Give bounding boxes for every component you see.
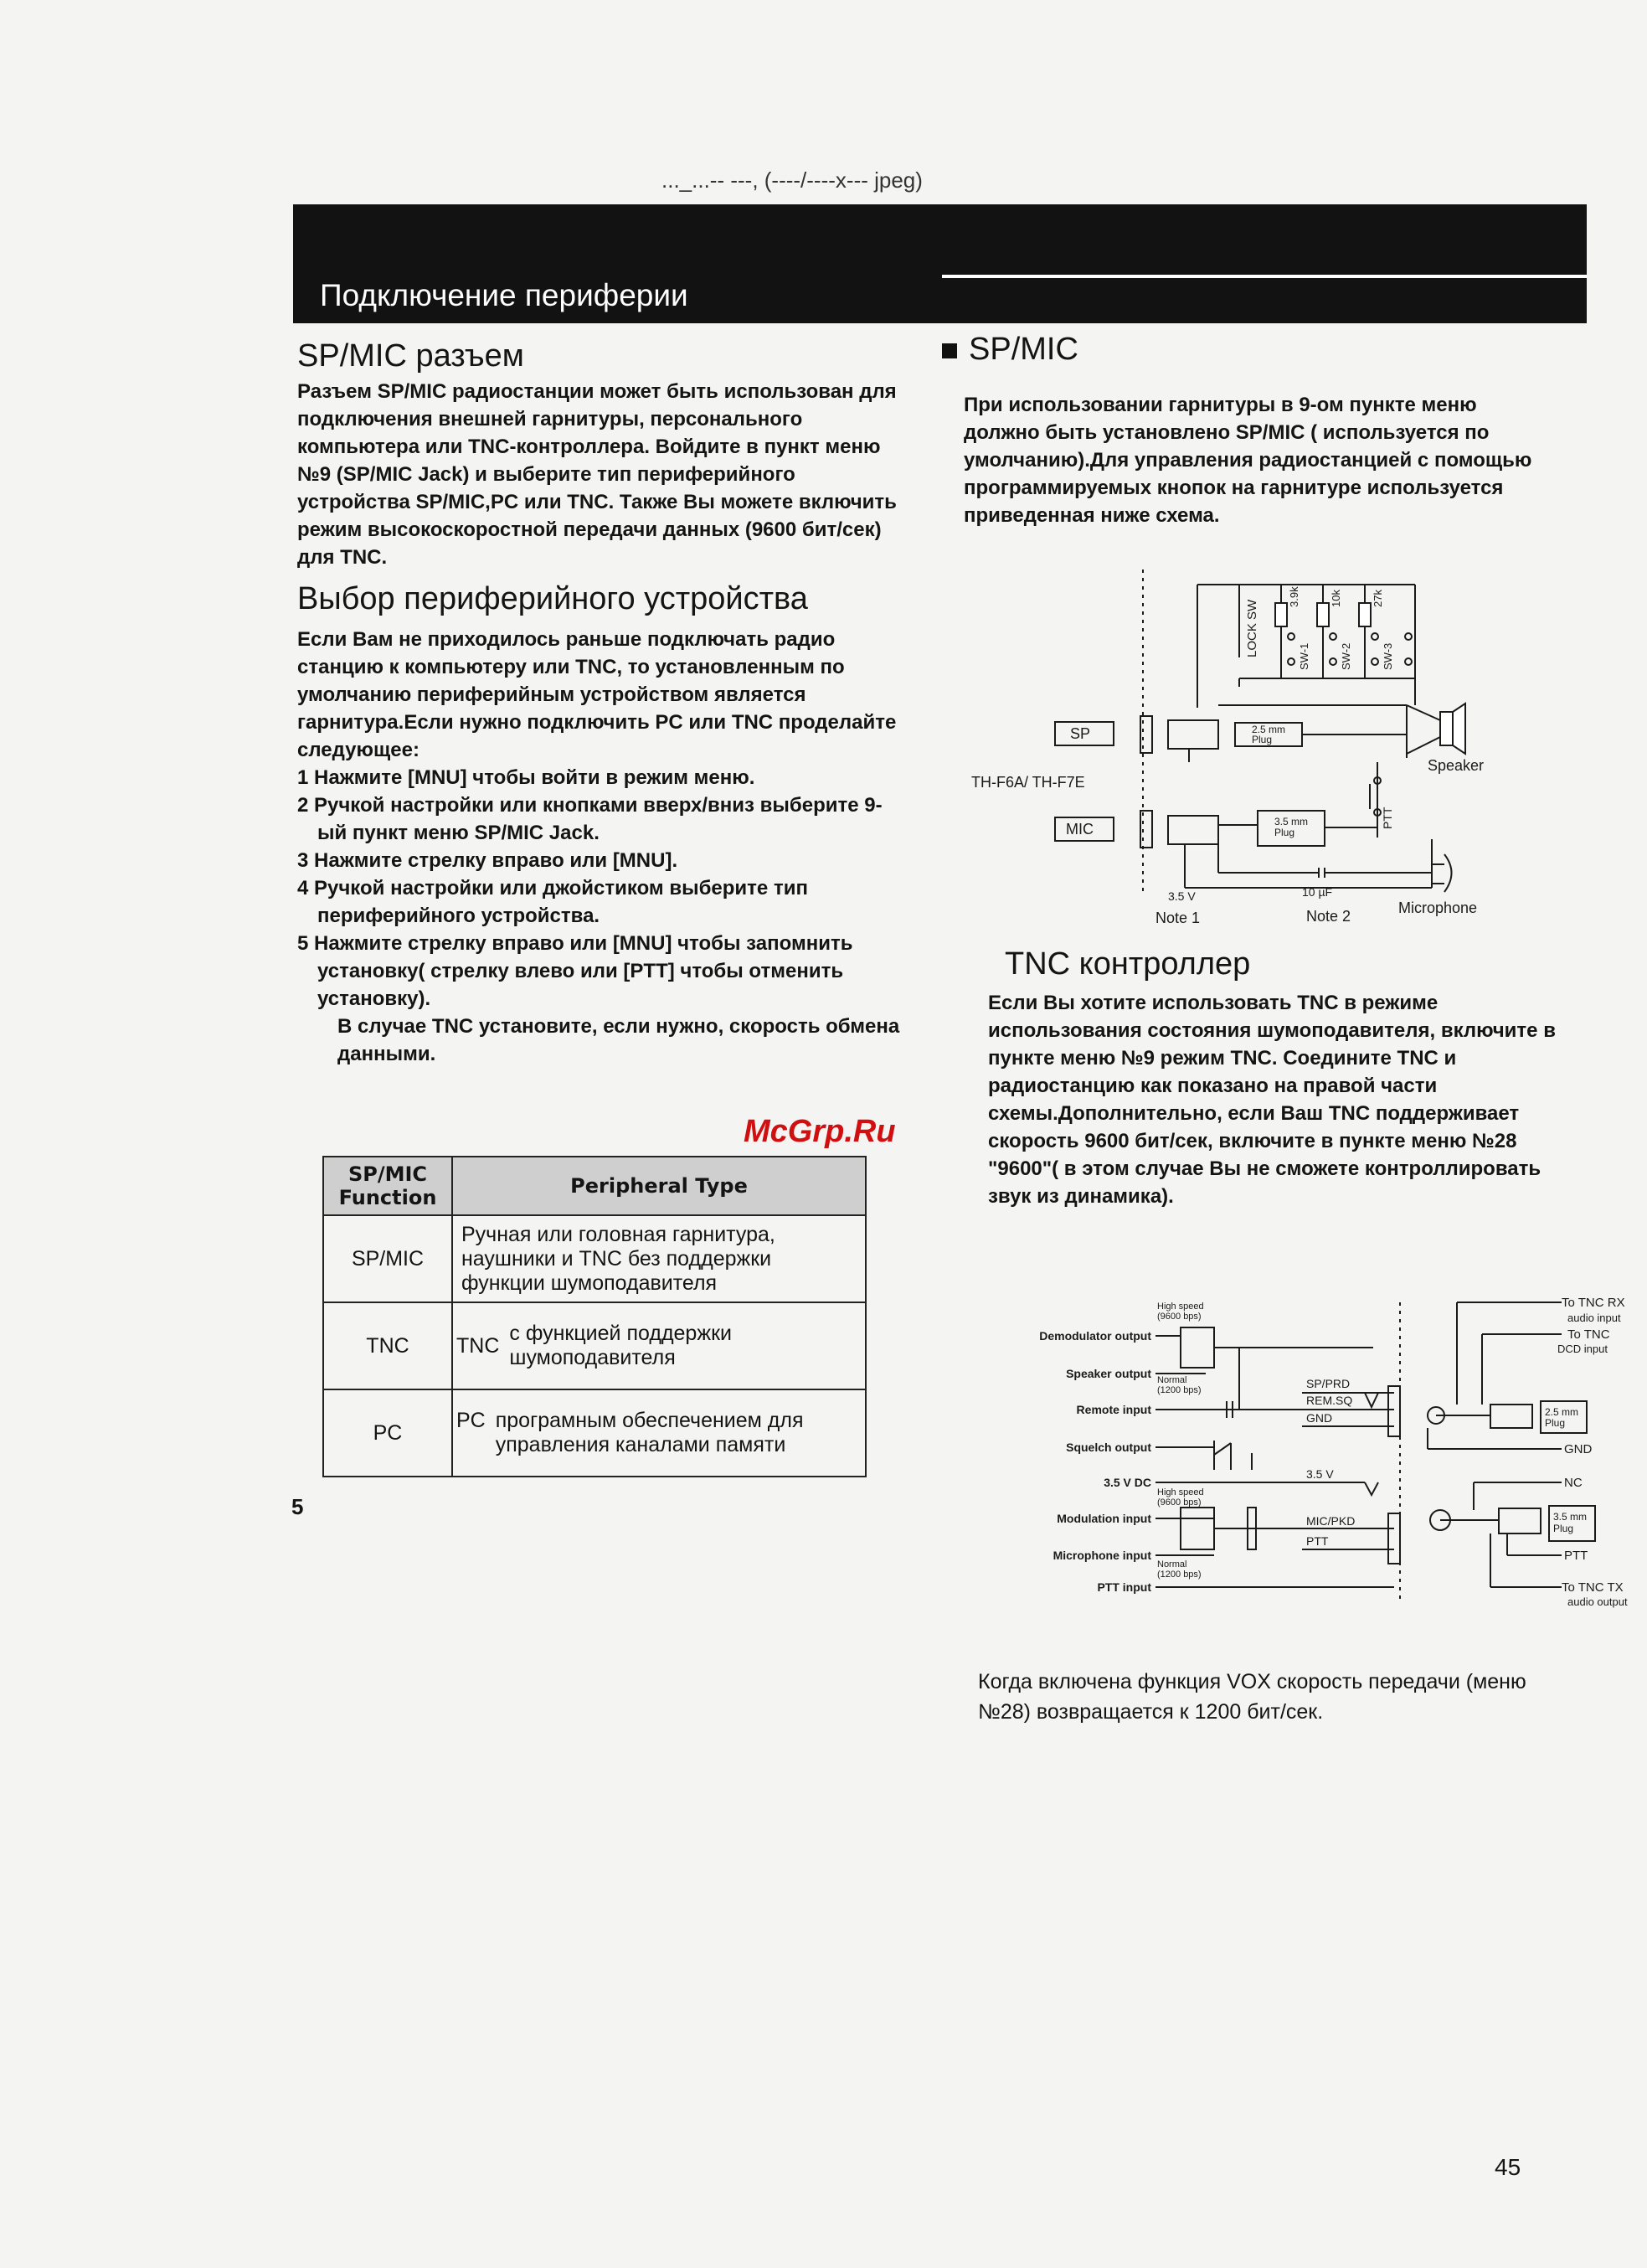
nm1-line2: (1200 bps) (1157, 1385, 1202, 1395)
page-title: Подключение периферии (320, 278, 688, 312)
vox-note-text: Когда включена функция VOX скорость передачи (меню №28) возвращается к 1200 бит/сек. (978, 1670, 1526, 1724)
cell-type-desc: програмным обеспечением для управления каналами памяти (495, 1409, 804, 1456)
label-sp-prd: SP/PRD (1306, 1377, 1351, 1390)
out-tnc-rx-2: audio input (1567, 1312, 1621, 1324)
in-label-remote: Remote input (1076, 1403, 1151, 1416)
label-lock-sw: LOCK SW (1245, 599, 1259, 657)
hs2-line2: (9600 bps) (1157, 1497, 1202, 1508)
peripheral-select-heading: Выбор периферийного устройства (297, 581, 808, 616)
out-tnc-dcd-2: DCD input (1557, 1343, 1608, 1355)
cell-type-desc: с функцией поддержки шумоподавителя (509, 1322, 732, 1369)
out-ptt: PTT (1564, 1549, 1588, 1563)
plug35-line2: Plug (1274, 827, 1295, 838)
label-r1: 3.9k (1288, 586, 1300, 607)
cell-type-prefix: TNC (456, 1333, 500, 1358)
table-row (323, 1302, 866, 1389)
right-spmic-heading-text: SP/MIC (969, 332, 1078, 367)
plug35-line1: 3.5 mm (1274, 816, 1309, 827)
table-header-row (323, 1157, 866, 1215)
header-peripheral-type: Peripheral Type (452, 1157, 866, 1215)
page-number-left: 5 (291, 1494, 304, 1519)
nm2-line1: Normal (1157, 1559, 1187, 1570)
list-item: 1 Нажмите [MNU] чтобы войти в режим меню. (297, 766, 755, 789)
label-3v5: 3.5 V (1306, 1467, 1334, 1481)
hs2-line1: High speed (1157, 1487, 1204, 1497)
watermark: McGrp.Ru (744, 1114, 896, 1149)
spmic-connector-heading: SP/MIC разъем (297, 338, 524, 374)
label-sw3: SW-3 (1382, 642, 1394, 670)
left-column (297, 338, 900, 1068)
plug35-line2: Plug (1553, 1523, 1574, 1534)
plug25-line1: 2.5 mm (1545, 1406, 1579, 1418)
spmic-connector-text: Разъем SP/MIC радиостанции может быть использован для подключения внешней гарнитуры, персонального компьютера или TNC-контроллера. Войдите в пункт меню №9 (SP/MIC Jack) и выберите тип периферийного устройства SP/MIC,PC или TNC. Также Вы можете включить режим высокоскоростной передачи данных (9600 бит/сек) для TNC. (297, 380, 897, 569)
list-item: 3 Нажмите стрелку вправо или [MNU]. (297, 849, 678, 872)
out-nc: NC (1564, 1476, 1583, 1490)
cell-function: PC (323, 1389, 452, 1477)
right-spmic-heading (942, 332, 1545, 368)
label-gnd: GND (1306, 1411, 1333, 1425)
cell-type (452, 1215, 866, 1302)
plug35-line1: 3.5 mm (1553, 1511, 1588, 1523)
peripheral-table (322, 1156, 867, 1477)
tnc-text: Если Вы хотите использовать TNC в режиме использования состояния шумоподавителя, включите в пункте меню №9 режим TNC. Соедините TNC и радиостанцию как показано на правой части схемы.Дополнительно, если Ваш TNC поддерживает скорость 9600 бит/сек, включите в пункте меню №28 "9600"( в этом случае Вы не сможете контроллировать звук из динамика). (988, 992, 1556, 1208)
vox-note (978, 1667, 1547, 1727)
table-row (323, 1215, 866, 1302)
header-function: SP/MIC Function (323, 1157, 452, 1215)
hs1-line1: High speed (1157, 1302, 1204, 1312)
list-item: 2 Ручкой настройки или кнопками вверх/вниз выберите 9-ый пункт меню SP/MIC Jack. (297, 794, 883, 844)
cap-label: 10 µF (1302, 885, 1333, 899)
tnc-block (988, 946, 1566, 1210)
out-tnc-dcd-1: To TNC (1567, 1327, 1610, 1342)
cell-function: SP/MIC (323, 1215, 452, 1302)
out-tnc-rx-1: To TNC RX (1562, 1296, 1625, 1310)
cell-type (452, 1302, 866, 1389)
hs1-line2: (9600 bps) (1157, 1312, 1202, 1322)
cell-type-desc: Ручная или головная гарнитура, наушники и TNC без поддержки функции шумоподавителя (461, 1222, 775, 1295)
plug25-line2: Plug (1252, 734, 1273, 745)
label-rem-sq: REM.SQ (1306, 1394, 1353, 1407)
in-label-microphone: Microphone input (1053, 1549, 1151, 1562)
square-bullet-icon (942, 343, 957, 358)
label-r3: 27k (1372, 590, 1384, 607)
microphone-label: Microphone (1398, 899, 1478, 916)
label-r2: 10k (1330, 590, 1342, 607)
cell-function: TNC (323, 1302, 452, 1389)
nm2-line2: (1200 bps) (1157, 1570, 1202, 1580)
v35-label: 3.5 V (1168, 889, 1196, 903)
cell-type-prefix: PC (456, 1409, 486, 1432)
in-label-modulation: Modulation input (1057, 1512, 1151, 1525)
spmic-wiring-diagram (963, 561, 1583, 946)
out-gnd: GND (1564, 1442, 1593, 1456)
radio-model-label: TH-F6A/ TH-F7E (971, 774, 1085, 791)
table-row (323, 1389, 866, 1477)
nm1-line1: Normal (1157, 1375, 1187, 1385)
list-item: 4 Ручкой настройки или джойстиком выберите тип периферийного устройства. (297, 877, 808, 927)
label-sw2: SW-2 (1340, 642, 1352, 670)
in-label-speaker: Speaker output (1066, 1367, 1151, 1380)
cell-type (452, 1389, 866, 1477)
ptt-label: PTT (1381, 807, 1394, 829)
step-note: В случае TNC установите, если нужно, скорость обмена данными. (337, 1015, 900, 1065)
mic-label: MIC (1066, 821, 1094, 838)
in-label-3v5dc: 3.5 V DC (1104, 1476, 1151, 1489)
header-rule (942, 275, 1587, 278)
note1-label: Note 1 (1155, 910, 1201, 926)
in-label-squelch: Squelch output (1066, 1441, 1151, 1454)
tnc-heading: TNC контроллер (1005, 946, 1251, 982)
list-item: 5 Нажмите стрелку вправо или [MNU] чтобы запомнить установку( стрелку влево или [PTT] чтобы отменить установку). (297, 932, 853, 1010)
out-tnc-tx-2: audio output (1567, 1595, 1628, 1608)
right-spmic-text: При использовании гарнитуры в 9-ом пункте меню должно быть установлено SP/MIC ( используется по умолчанию).Для управления радиостанцией с помощью программируемых кнопок на гарнитуре используется приведенная ниже схема. (964, 394, 1532, 527)
peripheral-select-intro: Если Вам не приходилось раньше подключать радио станцию к компьютеру или TNC, то установленным по умолчанию периферийным устройством является гарнитура.Если нужно подключить PC или TNC проделайте следующее: (297, 628, 897, 761)
speaker-label: Speaker (1428, 757, 1485, 774)
out-tnc-tx-1: To TNC TX (1562, 1580, 1624, 1595)
steps-list (297, 764, 900, 1068)
label-mic-pkd: MIC/PKD (1306, 1514, 1356, 1528)
in-label-demodulator: Demodulator output (1039, 1329, 1151, 1343)
tnc-wiring-diagram (971, 1294, 1628, 1621)
in-label-ptt: PTT input (1097, 1580, 1151, 1594)
right-spmic-block (942, 332, 1545, 529)
note2-label: Note 2 (1306, 908, 1351, 925)
plug25-line2: Plug (1545, 1417, 1566, 1429)
scan-header-text: ..._...-- ---, (----/----x--- jpeg) (661, 168, 923, 193)
page-number-right: 45 (1495, 2154, 1521, 2180)
label-sw1: SW-1 (1298, 642, 1310, 670)
plug25-line1: 2.5 mm (1252, 724, 1286, 735)
label-ptt: PTT (1306, 1534, 1329, 1548)
sp-label: SP (1070, 725, 1091, 742)
